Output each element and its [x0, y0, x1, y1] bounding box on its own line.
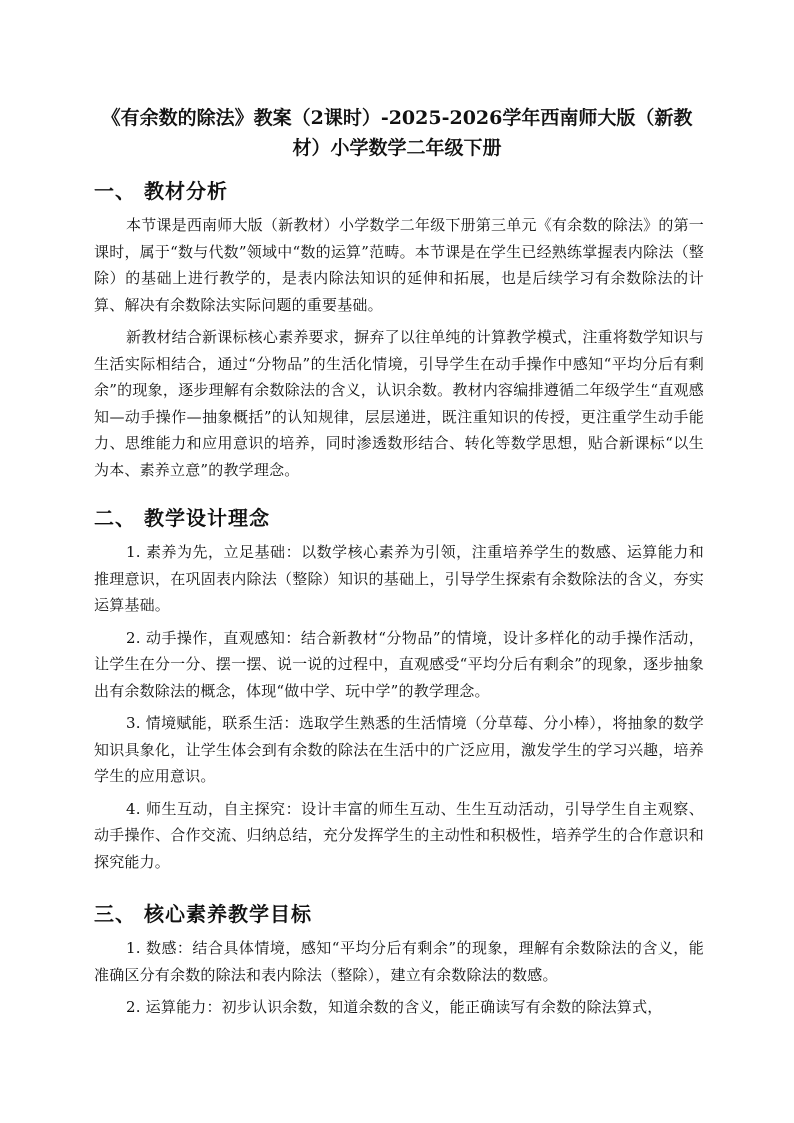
- paragraph: 新教材结合新课标核心素养要求，摒弃了以往单纯的计算教学模式，注重将数学知识与生活实际相结合，通过“分物品”的生活化情境，引导学生在动手操作中感知“平均分后有剩余”的现象，逐步理解有余数除法的含义，认识余数。教材内容编排遵循二年级学生“直观感知—动手操作—抽象概括”的认知规律，层层递进，既注重知识的传授，更注重学生动手能力、思维能力和应用意识的培养，同时渗透数形结合、转化等数学思想，贴合新课标“以生为本、素养立意”的教学理念。: [94, 328, 704, 479]
- section-heading: 二、 教学设计理念: [94, 506, 270, 530]
- section-textbook-analysis: [94, 176, 704, 483]
- paragraph: 3. 情境赋能，联系生活：选取学生熟悉的生活情境（分草莓、分小棒），将抽象的数学知识具象化，让学生体会到有余数的除法在生活中的广泛应用，激发学生的学习兴趣，培养学生的应用意识。: [94, 714, 704, 785]
- paragraph: 1. 数感：结合具体情境，感知“平均分后有剩余”的现象，理解有余数除法的含义，能准确区分有余数的除法和表内除法（整除），建立有余数除法的数感。: [94, 939, 704, 984]
- paragraph: 4. 师生互动，自主探究：设计丰富的师生互动、生生互动活动，引导学生自主观察、动手操作、合作交流、归纳总结，充分发挥学生的主动性和积极性，培养学生的合作意识和探究能力。: [94, 799, 704, 871]
- section-heading: 一、 教材分析: [94, 179, 228, 203]
- section-teaching-objectives: [94, 899, 704, 1021]
- section-heading: 三、 核心素养教学目标: [94, 902, 312, 926]
- paragraph: 1. 素养为先，立足基础：以数学核心素养为引领，注重培养学生的数感、运算能力和推理意识，在巩固表内除法（整除）知识的基础上，引导学生探索有余数除法的含义，夯实运算基础。: [94, 543, 704, 614]
- paragraph: 2. 动手操作，直观感知：结合新教材“分物品”的情境，设计多样化的动手操作活动，让学生在分一分、摆一摆、说一说的过程中，直观感受“平均分后有剩余”的现象，逐步抽象出有余数除法的概念，体现“做中学、玩中学”的教学理念。: [94, 628, 704, 700]
- paragraph: 2. 运算能力：初步认识余数，知道余数的含义，能正确读写有余数的除法算式，: [126, 998, 663, 1016]
- paragraph: 本节课是西南师大版（新教材）小学数学二年级下册第三单元《有余数的除法》的第一课时，属于“数与代数”领域中“数的运算”范畴。本节课是在学生已经熟练掌握表内除法（整除）的基础上进行教学的，是表内除法知识的延伸和拓展，也是后续学习有余数除法的计算、解决有余数除法实际问题的重要基础。: [94, 216, 704, 314]
- document-title: 《有余数的除法》教案（2课时）-2025-2026学年西南师大版（新教材）小学数学二年级下册: [101, 107, 693, 159]
- section-design-philosophy: [94, 503, 704, 875]
